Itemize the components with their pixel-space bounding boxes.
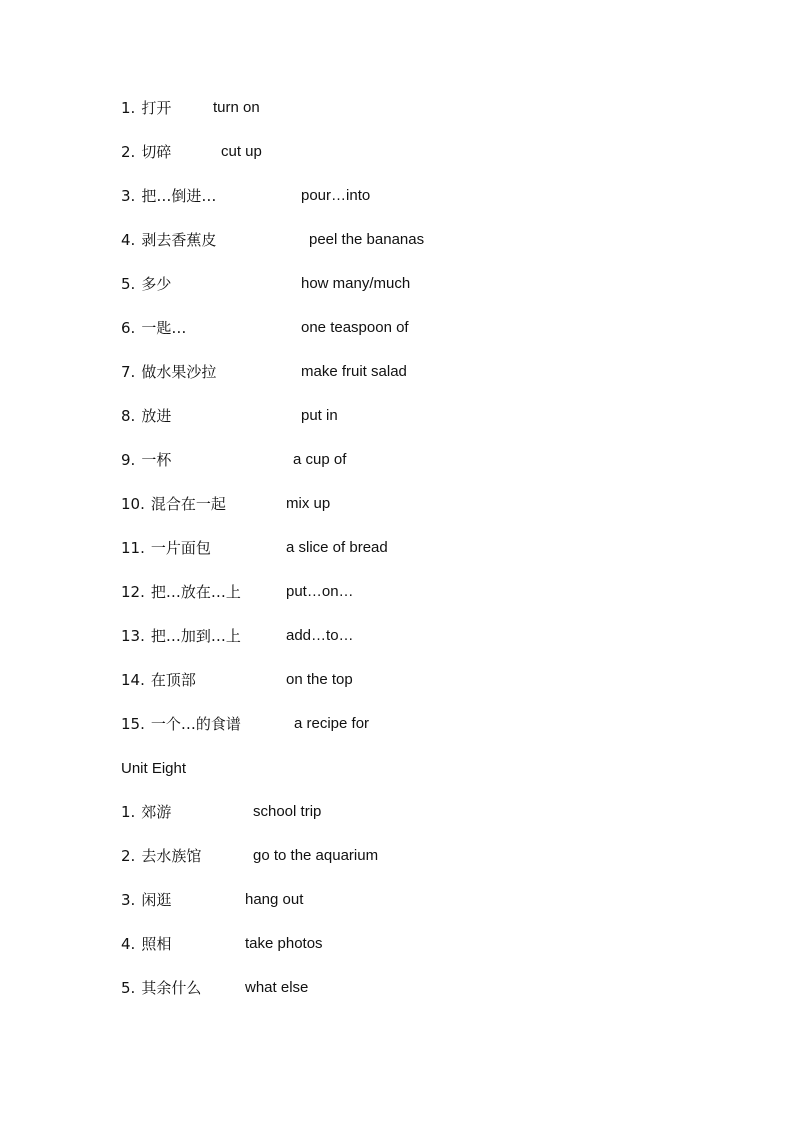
- english-term: go to the aquarium: [253, 847, 379, 864]
- list-item: [121, 581, 354, 603]
- chinese-term: 一个…的食谱: [150, 715, 241, 733]
- chinese-term: 打开: [141, 99, 172, 117]
- english-term: peel the bananas: [309, 231, 425, 248]
- item-number: 2.: [121, 847, 136, 865]
- english-term: take photos: [245, 935, 323, 952]
- list-item: [121, 317, 409, 339]
- chinese-term: 把…放在…上: [150, 583, 241, 601]
- item-number: 5.: [121, 275, 136, 293]
- list-item: [121, 97, 260, 119]
- list-item: [121, 405, 338, 427]
- english-term: cut up: [221, 143, 262, 160]
- chinese-term: 闲逛: [141, 891, 172, 909]
- english-term: school trip: [253, 803, 322, 820]
- chinese-term: 把…倒进…: [141, 187, 217, 205]
- list-item: [121, 669, 353, 691]
- item-number: 15.: [121, 715, 145, 733]
- item-number: 2.: [121, 143, 136, 161]
- item-number: 7.: [121, 363, 136, 381]
- list-item: [121, 449, 347, 471]
- list-item: [121, 845, 379, 867]
- chinese-term: 照相: [141, 935, 172, 953]
- item-number: 13.: [121, 627, 145, 645]
- item-number: 11.: [121, 539, 145, 557]
- chinese-term: 做水果沙拉: [141, 363, 217, 381]
- list-item: [121, 801, 322, 823]
- english-term: put in: [301, 407, 338, 424]
- item-number: 1.: [121, 803, 136, 821]
- item-number: 14.: [121, 671, 145, 689]
- list-item: [121, 493, 331, 515]
- english-term: add…to…: [286, 627, 354, 644]
- item-number: 8.: [121, 407, 136, 425]
- english-term: what else: [245, 979, 309, 996]
- chinese-term: 其余什么: [141, 979, 202, 997]
- english-term: a recipe for: [294, 715, 370, 732]
- item-number: 9.: [121, 451, 136, 469]
- chinese-term: 剥去香蕉皮: [141, 231, 217, 249]
- chinese-term: 一匙…: [141, 319, 187, 337]
- chinese-term: 在顶部: [150, 671, 196, 689]
- chinese-term: 混合在一起: [150, 495, 226, 513]
- chinese-term: 一片面包: [150, 539, 211, 557]
- list-item: [121, 889, 304, 911]
- list-item: [121, 361, 407, 383]
- chinese-term: 放进: [141, 407, 172, 425]
- chinese-term: 切碎: [141, 143, 172, 161]
- list-item: [121, 977, 309, 999]
- list-item: [121, 625, 354, 647]
- chinese-term: 多少: [141, 275, 172, 293]
- list-item: [121, 229, 425, 251]
- english-term: on the top: [286, 671, 353, 688]
- english-term: pour…into: [301, 187, 371, 204]
- english-term: a cup of: [293, 451, 347, 468]
- list-item: [121, 537, 388, 559]
- english-term: turn on: [213, 99, 260, 116]
- chinese-term: 郊游: [141, 803, 172, 821]
- item-number: 4.: [121, 935, 136, 953]
- english-term: make fruit salad: [301, 363, 407, 380]
- list-item: [121, 185, 371, 207]
- item-number: 6.: [121, 319, 136, 337]
- item-number: 12.: [121, 583, 145, 601]
- item-number: 3.: [121, 891, 136, 909]
- list-item: [121, 273, 411, 295]
- english-term: mix up: [286, 495, 331, 512]
- section-heading: Unit Eight: [121, 760, 187, 777]
- chinese-term: 一杯: [141, 451, 172, 469]
- item-number: 1.: [121, 99, 136, 117]
- item-number: 3.: [121, 187, 136, 205]
- list-item: [121, 713, 370, 735]
- english-term: put…on…: [286, 583, 354, 600]
- chinese-term: 把…加到…上: [150, 627, 241, 645]
- english-term: one teaspoon of: [301, 319, 409, 336]
- english-term: hang out: [245, 891, 304, 908]
- list-item: [121, 141, 262, 163]
- english-term: a slice of bread: [286, 539, 388, 556]
- english-term: how many/much: [301, 275, 411, 292]
- item-number: 4.: [121, 231, 136, 249]
- item-number: 10.: [121, 495, 145, 513]
- chinese-term: 去水族馆: [141, 847, 202, 865]
- item-number: 5.: [121, 979, 136, 997]
- list-item: [121, 933, 323, 955]
